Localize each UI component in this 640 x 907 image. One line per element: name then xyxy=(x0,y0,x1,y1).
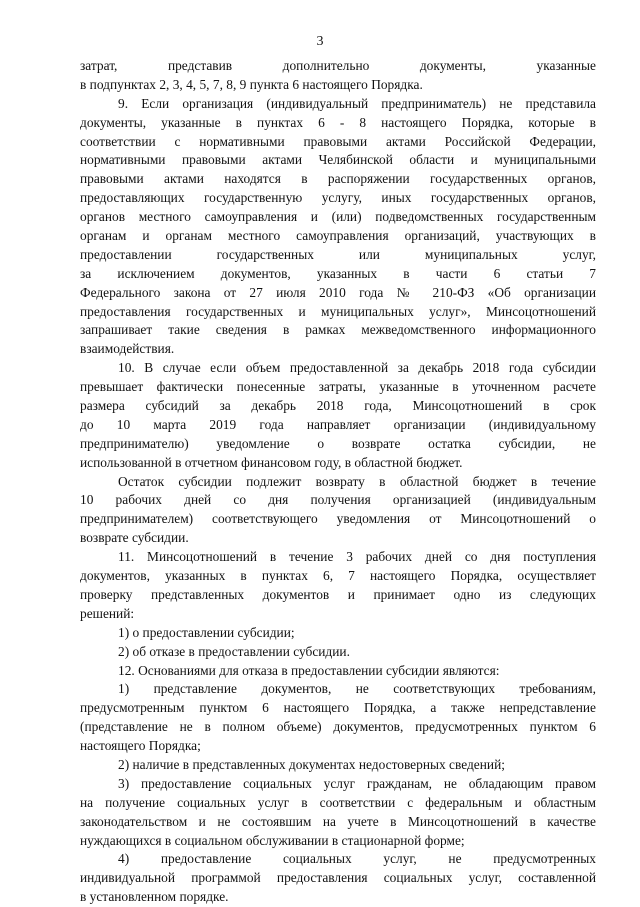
text-line: документы, указанные в пунктах 6 - 8 настоящего Порядка, которые в xyxy=(80,114,596,130)
text-line: 3) предоставление социальных услуг гражданам, не обладающим правом xyxy=(118,775,596,791)
text-line: на получение социальных услуг в соответствии с федеральным и областным xyxy=(80,794,596,810)
text-line: в подпунктах 2, 3, 4, 5, 7, 8, 9 пункта 6 настоящего Порядка. xyxy=(80,76,423,92)
text-line: предусмотренным пунктом 6 настоящего Порядка, а также непредставление xyxy=(80,700,596,716)
text-line: (представление не в полном объеме) документов, предусмотренных пунктом 6 xyxy=(80,719,596,735)
text-line: 4) предоставление социальных услуг, не предусмотренных xyxy=(118,851,596,867)
text-line: органов местного самоуправления и (или) подведомственных государственным xyxy=(80,209,596,225)
text-line: 11. Минсоцотношений в течение 3 рабочих дней со дня поступления xyxy=(118,549,596,565)
text-line: предпринимателем) соответствующего уведомления от Минсоцотношений о xyxy=(80,511,596,527)
text-line: Остаток субсидии подлежит возврату в областной бюджет в течение xyxy=(118,473,596,489)
document-body xyxy=(80,57,596,907)
text-line: запрашивает такие сведения в рамках межведомственного информационного xyxy=(80,322,596,338)
text-line: Федерального закона от 27 июля 2010 года № 210-ФЗ «Об организации xyxy=(80,284,596,300)
text-line: соответствии с нормативными правовыми актами Российской Федерации, xyxy=(80,133,596,149)
text-line: правовыми актами находятся в распоряжении государственных органов, xyxy=(80,171,596,187)
text-line: превышает фактически понесенные затраты, указанные в уточненном расчете xyxy=(80,379,596,395)
text-line: 1) представление документов, не соответствующих требованиям, xyxy=(118,681,596,697)
text-line: предоставления государственных и муниципальных услуг», Минсоцотношений xyxy=(80,303,596,319)
text-line: 2) наличие в представленных документах недостоверных сведений; xyxy=(118,756,505,772)
text-line: 1) о предоставлении субсидии; xyxy=(118,624,295,640)
text-line: 12. Основаниями для отказа в предоставлении субсидии являются: xyxy=(118,662,500,678)
text-line: размера субсидий за декабрь 2018 года, Минсоцотношений в срок xyxy=(80,398,596,414)
text-line: индивидуальной программой предоставления социальных услуг, составленной xyxy=(80,870,596,886)
text-line: в установленном порядке. xyxy=(80,889,229,905)
text-line: взаимодействия. xyxy=(80,341,175,357)
text-line: использованной в отчетном финансовом году, в областной бюджет. xyxy=(80,454,463,470)
text-line: затрат, представив дополнительно документы, указанные xyxy=(80,58,596,73)
text-line: предоставлении государственных или муниципальных услуг, xyxy=(80,246,596,262)
text-line: предпринимателю) уведомление о возврате остатка субсидии, не xyxy=(80,435,596,451)
page-number: 3 xyxy=(316,34,324,49)
text-line: нормативными правовыми актами Челябинской области и муниципальными xyxy=(80,152,596,168)
text-line: 2) об отказе в предоставлении субсидии. xyxy=(118,643,350,659)
text-line: настоящего Порядка; xyxy=(80,738,201,754)
text-line: 9. Если организация (индивидуальный предприниматель) не представила xyxy=(118,95,596,111)
text-line: возврате субсидии. xyxy=(80,530,189,546)
text-line: 10 рабочих дней со дня получения организацией (индивидуальным xyxy=(80,492,596,508)
text-line: документов, указанных в пунктах 6, 7 настоящего Порядка, осуществляет xyxy=(80,568,596,584)
text-line: за исключением документов, указанных в части 6 статьи 7 xyxy=(80,265,596,281)
text-line: предоставляющих государственную услугу, иных государственных органов, xyxy=(80,190,596,206)
text-line: нуждающихся в социальном обслуживании в стационарной форме; xyxy=(80,832,465,848)
text-line: 10. В случае если объем предоставленной за декабрь 2018 года субсидии xyxy=(118,360,596,376)
text-line: решений: xyxy=(80,605,135,621)
text-line: законодательством и не состоявшим на учете в Минсоцотношений в качестве xyxy=(80,813,596,829)
text-line: до 10 марта 2019 года направляет организации (индивидуальному xyxy=(80,416,596,432)
text-line: органам и органам местного самоуправления организаций, участвующих в xyxy=(80,228,596,244)
text-line: проверку представленных документов и принимает одно из следующих xyxy=(80,586,596,602)
